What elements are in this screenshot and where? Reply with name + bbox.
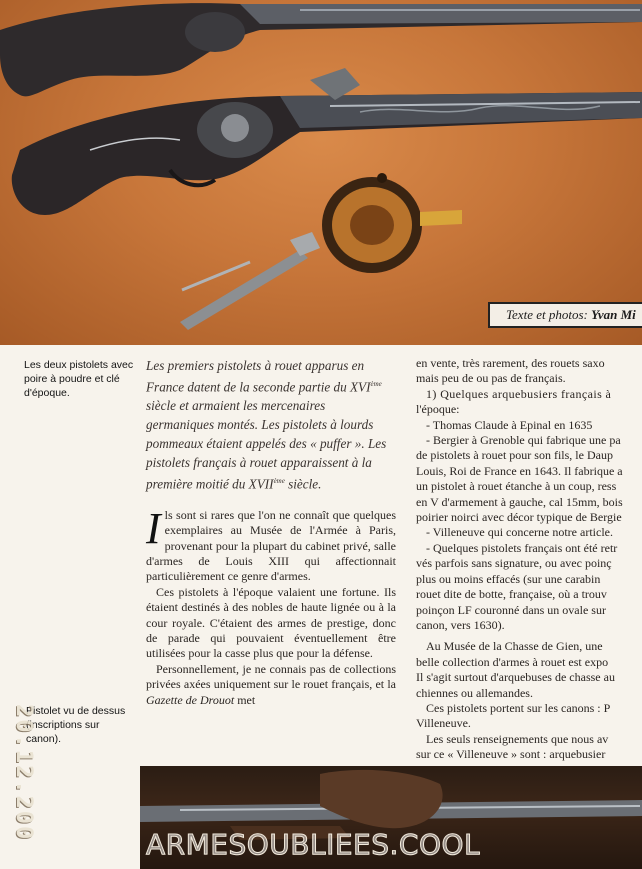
list-item: - Quelques pistolets français ont été retr	[426, 540, 618, 555]
list-line: Louis, Roi de France en 1643. Il fabrique a	[416, 463, 623, 478]
list-item: - Villeneuve qui concerne notre article.	[426, 525, 613, 540]
caption-pistols: Les deux pistolets avec poire à poudre et clé d'époque.	[24, 359, 134, 399]
photo-credit: Texte et photos: Yvan Mi	[488, 302, 642, 328]
section-heading-arquebusiers: 1) Quelques arquebusiers français à	[426, 386, 612, 401]
right-line-2: mais peu de ou pas de français.	[416, 371, 566, 386]
paragraph-villeneuve-line: sur ce « Villeneuve » sont : arquebusier	[416, 747, 606, 762]
list-line: plus ou moins effacés (sur une carabin	[416, 571, 601, 586]
paragraph-gien-line: chiennes ou allemandes.	[416, 685, 533, 700]
paragraph-rarity: Ils sont si rares que l'on ne connaît que quelques exemplaires au Musée de l'Armée à Paris, provenant pour la plupart du cabinet privé, salle d'armes de Louis XIII qui affectionnait particulièrement ce genre d'armes.	[146, 503, 396, 584]
paragraph-collections: Personnellement, je ne connais pas de collections privées axées uniquement sur le rouet français, et la Gazette de Drouot met	[146, 661, 396, 707]
paragraph-villeneuve: Les seuls renseignements que nous av	[426, 731, 609, 746]
powder-flask	[322, 173, 462, 273]
list-line: vés parfois sans signature, ou avec poinç	[416, 556, 612, 571]
list-line: poirier noirci avec décor typique de Bergie	[416, 510, 622, 525]
paragraph-canons-line: Villeneuve.	[416, 716, 471, 731]
list-line: rouet dite de botte, française, où a trouv	[416, 587, 607, 602]
list-line: de pistolets à rouet pour son fils, le Daup	[416, 448, 613, 463]
list-item: - Thomas Claude à Epinal en 1635	[426, 417, 593, 432]
list-line: poinçon LF couronné dans un ovale sur	[416, 602, 606, 617]
list-line: en V d'armement à gauche, cal 15mm, bois	[416, 494, 623, 509]
site-watermark: ARMESOUBLIEES.COOL	[146, 828, 481, 861]
list-line: canon, vers 1630).	[416, 617, 505, 632]
paragraph-gien-line: belle collection d'armes à rouet est expo	[416, 654, 609, 669]
section-heading-continued: l'époque:	[416, 402, 460, 417]
article-column-middle	[146, 356, 396, 708]
article-column-right	[416, 356, 642, 781]
list-line: un pistolet à rouet étanche à un coup, ress	[416, 479, 617, 494]
caption-pistol-top-view: Pistolet vu de dessus (inscriptions sur canon).	[26, 705, 126, 745]
drop-cap: I	[146, 503, 161, 553]
lower-pistol	[12, 68, 642, 215]
list-item: - Bergier à Grenoble qui fabrique une pa	[426, 433, 621, 448]
spanner-key	[180, 232, 320, 330]
paragraph-canons: Ces pistolets portent sur les canons : P	[426, 700, 611, 715]
right-line-1: en vente, très rarement, des rouets saxo	[416, 356, 605, 370]
pistols-photo	[0, 0, 642, 345]
pistols-illustration	[0, 0, 642, 345]
paragraph-gien-line: Il s'agit surtout d'arquebuses de chasse au	[416, 670, 615, 685]
camera-date-stamp: 20.12.200	[11, 704, 36, 842]
paragraph-value: Ces pistolets à l'époque valaient une fortune. Ils étaient destinés à des nobles de haute lignée ou à la cour royale. C'étaient des armes de prestige, donc de parade qui pouvaient éventuellement être utilisées pour la casse plus que pour la défense.	[146, 584, 396, 661]
article-intro: Les premiers pistolets à rouet apparus en France datent de la seconde partie du XVIème siècle et armaient les mercenaires germaniques montés. Les pistolets à lourds pommeaux étaient appelés des « puffer ». Les pistolets français à rouet apparaissent à la première moitié du XVIIème siècle.	[146, 358, 387, 492]
paragraph-gien: Au Musée de la Chasse de Gien, une	[426, 639, 603, 654]
